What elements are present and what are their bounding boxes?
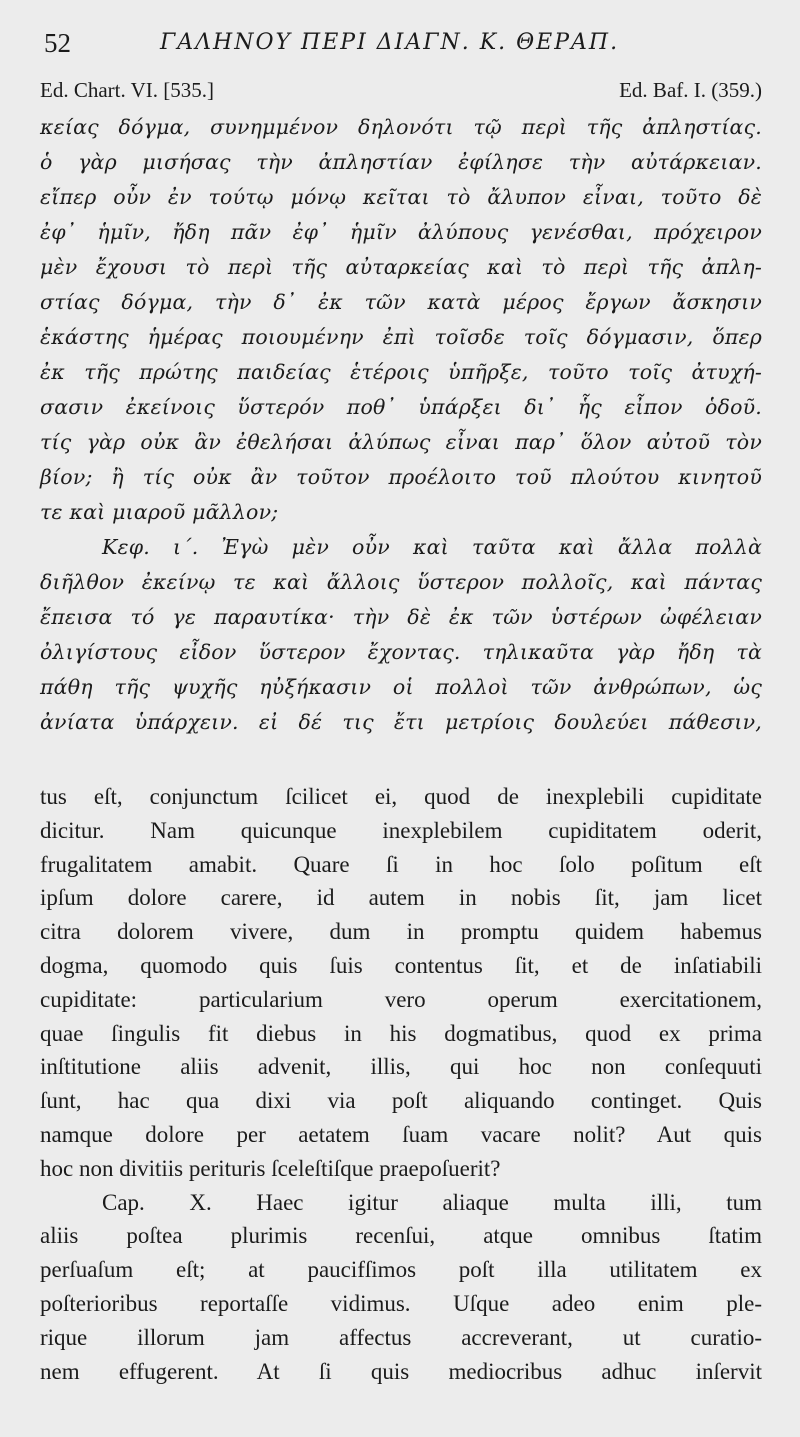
latin-line: ſunt, hac qua dixi via poſt aliquando continget. Quis [40, 1088, 762, 1114]
greek-line: πάθη τῆς ψυχῆς ηὐξήκασιν οἱ πολλοὶ τῶν ἀνθρώπων, ὡς [40, 675, 762, 699]
latin-line: rique illorum jam affectus accreverant, ut curatio- [40, 1324, 762, 1350]
latin-line: quae ſingulis fit diebus in his dogmatibus, quod ex prima [40, 1020, 762, 1046]
latin-line: frugalitatem amabit. Quare ſi in hoc ſolo poſitum eſt [40, 851, 762, 877]
column-gap [40, 740, 762, 780]
latin-line: tus eſt, conjunctum ſcilicet ei, quod de inexplebili cupiditate [40, 784, 762, 809]
running-head [40, 0, 762, 58]
latin-line: aliis poſtea plurimis recenſui, atque omnibus ſtatim [40, 1223, 762, 1249]
latin-line: ipſum dolore carere, id autem in nobis ſit, jam licet [40, 885, 762, 911]
page-title: ΓΑΛΗΝΟΥ ΠΕΡΙ ΔΙΑΓΝ. Κ. ΘΕΡΑΠ. [160, 30, 620, 55]
greek-line: βίον; ἢ τίς οὐκ ἂν τοῦτον προέλοιτο τοῦ πλούτου κινητοῦ [40, 465, 762, 489]
latin-line: perſuaſum eſt; at paucifſimos poſt illa utilitatem ex [40, 1257, 762, 1283]
greek-line: κείας δόγμα, συνημμένον δηλονότι τῷ περὶ τῆς ἀπληστίας. [40, 115, 762, 139]
latin-line: poſterioribus reportaſſe vidimus. Uſque adeo enim ple- [40, 1290, 762, 1316]
greek-line: ὁ γὰρ μισήσας τὴν ἀπληστίαν ἐφίλησε τὴν αὐτάρκειαν. [40, 150, 762, 174]
greek-line: ἐκ τῆς πρώτης παιδείας ἑτέροις ὑπῆρξε, τοῦτο τοῖς ἀτυχή- [40, 360, 762, 384]
basel-edition-reference: Ed. Baf. I. (359.) [619, 78, 762, 102]
latin-line: inſtitutione aliis advenit, illis, qui hoc non conſequuti [40, 1054, 762, 1080]
greek-line: διῆλθον ἐκείνῳ τε καὶ ἄλλοις ὕστερον πολλοῖς, καὶ πάντας [40, 570, 762, 594]
greek-line: εἴπερ οὖν ἐν τούτῳ μόνῳ κεῖται τὸ ἄλυπον εἶναι, τοῦτο δὲ [40, 185, 762, 209]
greek-chapter-heading-line: Κεφ. ι΄. Ἐγὼ μὲν οὖν καὶ ταῦτα καὶ ἄλλα πολλὰ [102, 535, 762, 559]
latin-translation [40, 780, 762, 1388]
greek-line: ἀνίατα ὑπάρχειν. εἰ δέ τις ἔτι μετρίοις δουλεύει πάθεσιν, [40, 710, 762, 734]
greek-line: τίς γὰρ οὐκ ἂν ἐθελήσαι ἀλύπως εἶναι παρ᾽ ὅλον αὐτοῦ τὸν [40, 430, 762, 454]
greek-line: ἑκάστης ἡμέρας ποιουμένην ἐπὶ τοῖσδε τοῖς δόγμασιν, ὅπερ [40, 325, 762, 349]
greek-line: ὀλιγίστους εἶδον ὕστερον ἔχοντας. τηλικαῦτα γὰρ ἤδη τὰ [40, 640, 762, 664]
edition-references [40, 78, 762, 108]
greek-text [40, 110, 762, 740]
latin-line: nem effugerent. At ſi quis mediocribus adhuc inſervit [40, 1358, 762, 1384]
latin-line: citra dolorem vivere, dum in promptu quidem habemus [40, 919, 762, 945]
greek-line: σασιν ἐκείνοις ὕστερόν ποθ᾽ ὑπάρξει δι᾽ ἧς εἶπον ὁδοῦ. [40, 395, 762, 419]
latin-line: namque dolore per aetatem ſuam vacare nolit? Aut quis [40, 1121, 762, 1147]
latin-line: hoc non divitiis perituris ſceleſtiſque praepoſuerit? [40, 1155, 501, 1181]
page-number: 52 [44, 28, 71, 58]
greek-line: μὲν ἔχουσι τὸ περὶ τῆς αὐταρκείας καὶ τὸ περὶ τῆς ἀπλη- [40, 255, 762, 279]
greek-line: ἐφ᾽ ἡμῖν, ἤδη πᾶν ἐφ᾽ ἡμῖν ἀλύπους γενέσθαι, πρόχειρον [40, 220, 762, 244]
chartier-edition-reference: Ed. Chart. VI. [535.] [40, 78, 214, 102]
greek-line: τε καὶ μιαροῦ μᾶλλον; [40, 500, 279, 524]
greek-line: ἔπεισα τό γε παραυτίκα· τὴν δὲ ἐκ τῶν ὑστέρων ὠφέλειαν [40, 605, 762, 629]
greek-line: στίας δόγμα, τὴν δ᾽ ἐκ τῶν κατὰ μέρος ἔργων ἄσκησιν [40, 290, 762, 314]
latin-line: dicitur. Nam quicunque inexplebilem cupiditatem oderit, [40, 817, 762, 843]
latin-line: cupiditate: particularium vero operum exercitationem, [40, 986, 762, 1012]
latin-line: dogma, quomodo quis ſuis contentus ſit, et de inſatiabili [40, 952, 762, 978]
latin-chapter-heading-line: Cap. X. Haec igitur aliaque multa illi, tum [102, 1189, 762, 1215]
